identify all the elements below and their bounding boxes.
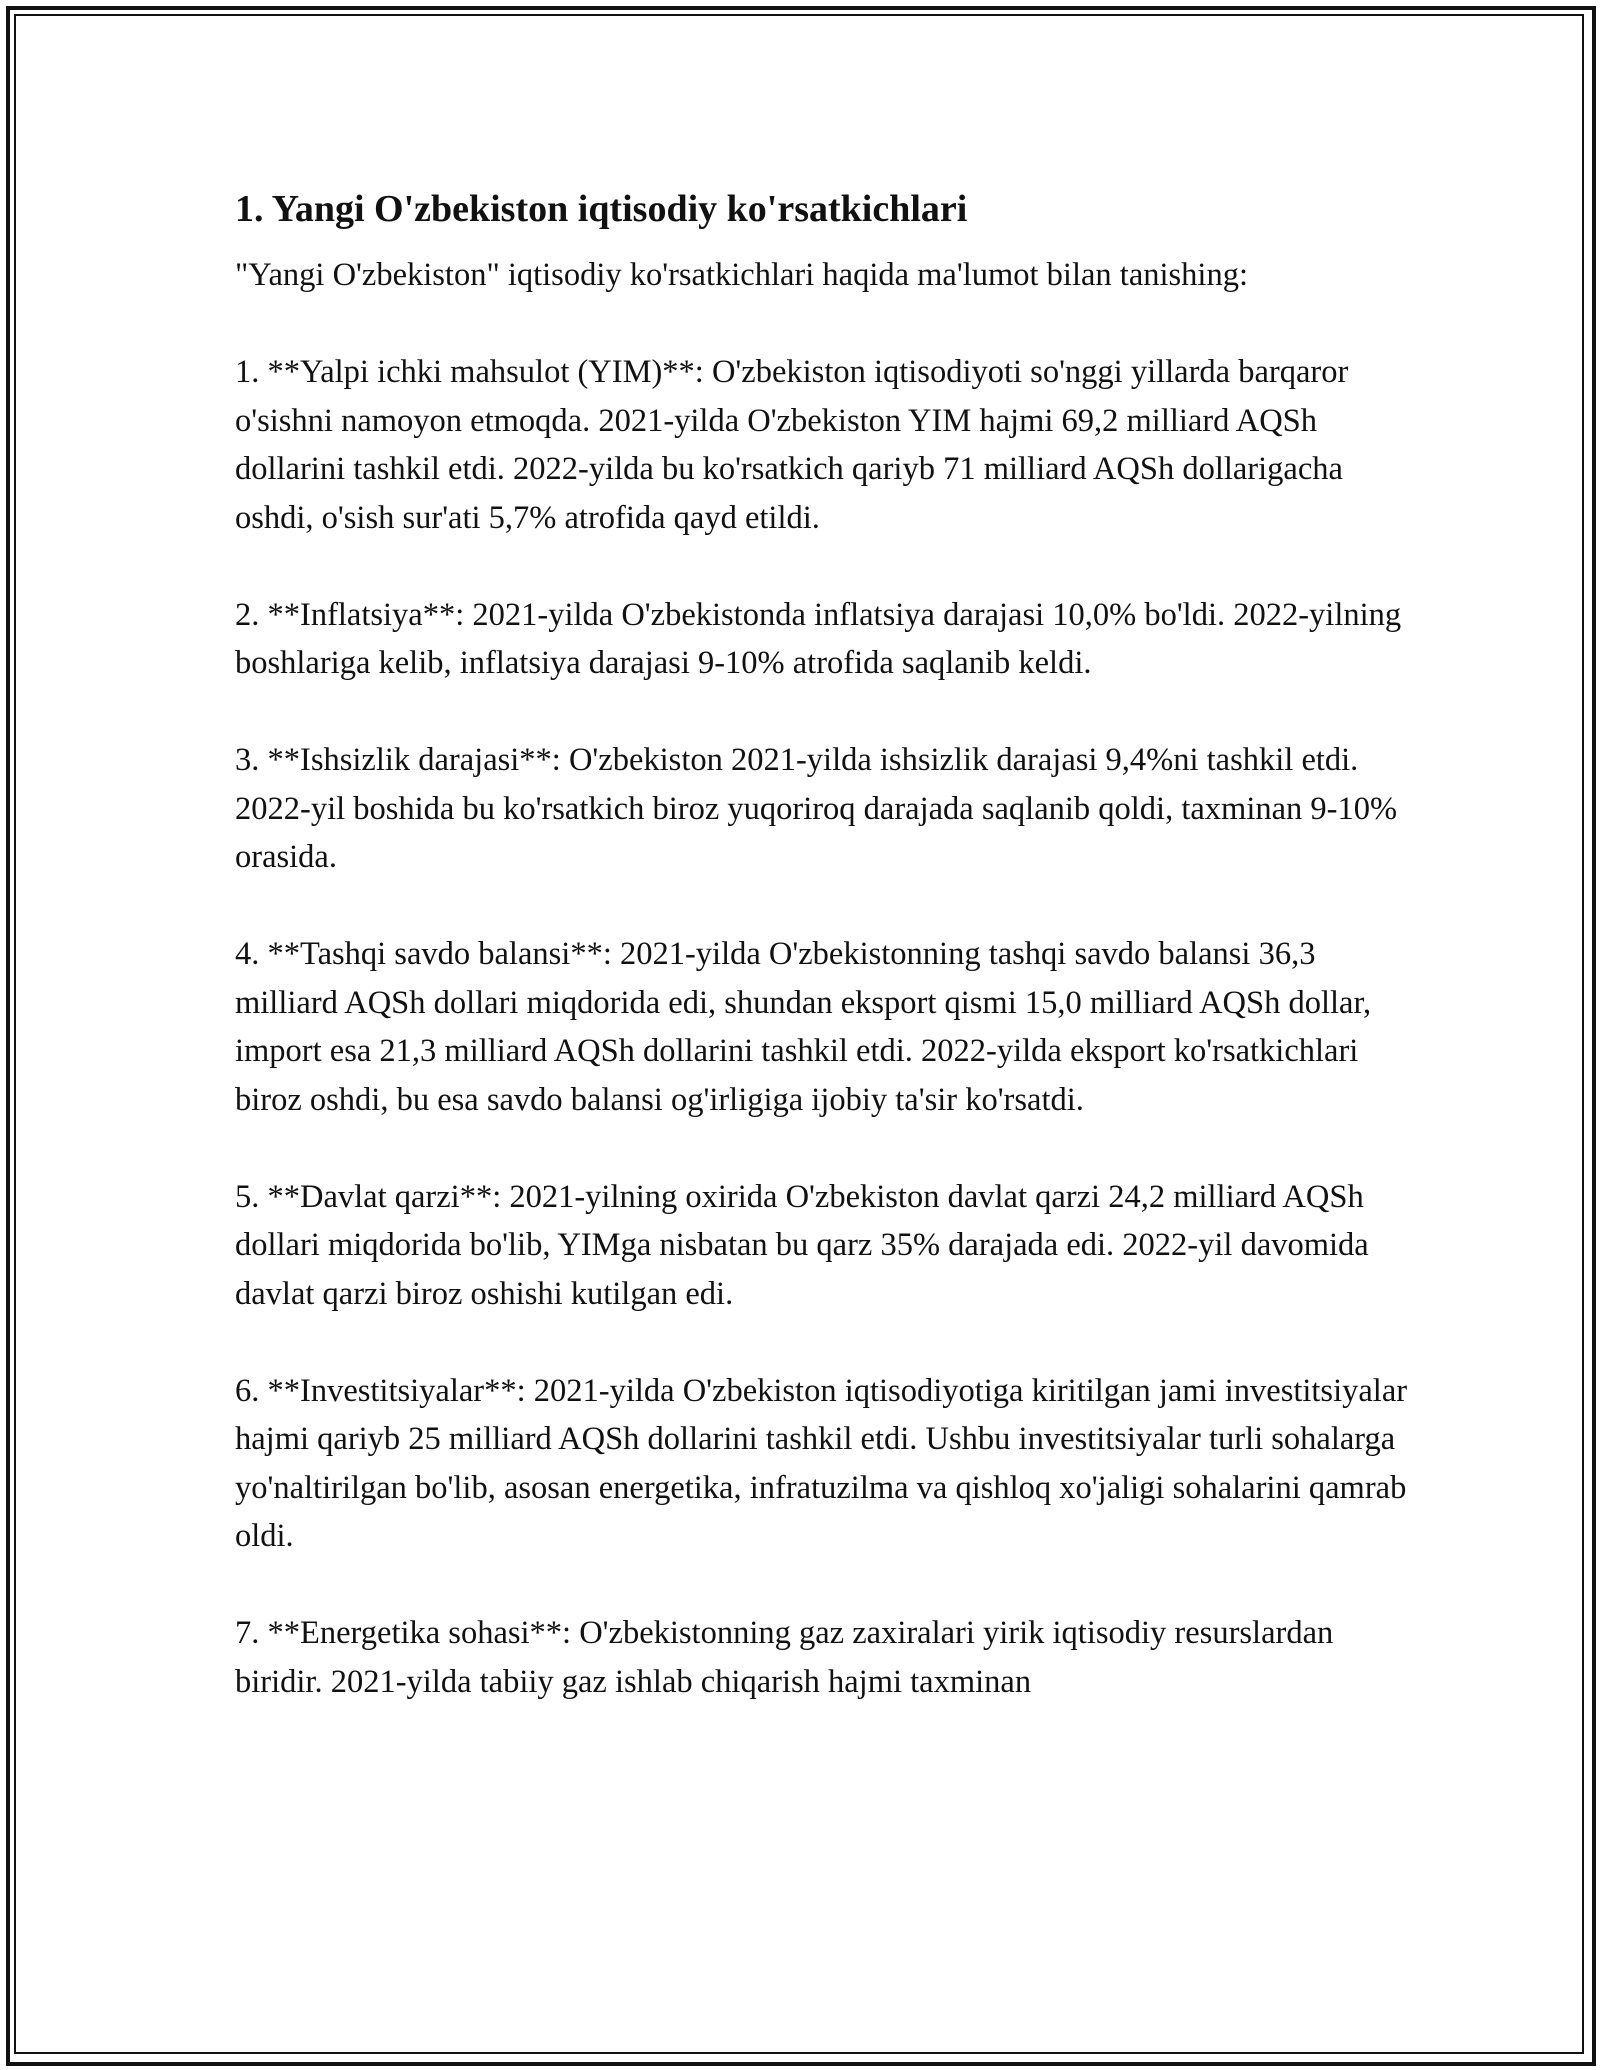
item-inflation: 2. **Inflatsiya**: 2021-yilda O'zbekistonda inflatsiya darajasi 10,0% bo'ldi. 2022-yilning boshlariga kelib, inflatsiya darajasi 9-10% atrofida saqlanib keldi. <box>235 596 1402 681</box>
item-trade-balance: 4. **Tashqi savdo balansi**: 2021-yilda O'zbekistonning tashqi savdo balansi 36,3 milliard AQSh dollari miqdorida edi, shundan eksport qismi 15,0 milliard AQSh dollar, import esa 21,3 milliard AQSh dollarini tashkil etdi. 2022-yilda eksport ko'rsatkichlari biroz oshdi, bu esa savdo balansi og'irligiga ijobiy ta'sir ko'rsatdi. <box>235 936 1372 1118</box>
document-title: 1. Yangi O'zbekiston iqtisodiy ko'rsatkichlari <box>235 188 968 230</box>
item-energy: 7. **Energetika sohasi**: O'zbekistonning gaz zaxiralari yirik iqtisodiy resurslardan biridir. 2021-yilda tabiiy gaz ishlab chiqarish hajmi taxminan <box>235 1615 1334 1700</box>
item-investments: 6. **Investitsiyalar**: 2021-yilda O'zbekiston iqtisodiyotiga kiritilgan jami investitsiyalar hajmi qariyb 25 milliard AQSh dollarini tashkil etdi. Ushbu investitsiyalar turli sohalarga yo'naltirilgan bo'lib, asosan energetika, infratuzilma va qishloq xo'jaligi sohalarini qamrab oldi. <box>235 1372 1408 1554</box>
item-unemployment: 3. **Ishsizlik darajasi**: O'zbekiston 2021-yilda ishsizlik darajasi 9,4%ni tashkil etdi. 2022-yil boshida bu ko'rsatkich biroz yuqoriroq darajada saqlanib qoldi, taxminan 9-10% orasida. <box>235 742 1398 875</box>
intro-paragraph: "Yangi O'zbekiston" iqtisodiy ko'rsatkichlari haqida ma'lumot bilan tanishing: <box>235 257 1248 293</box>
item-gdp: 1. **Yalpi ichki mahsulot (YIM)**: O'zbekiston iqtisodiyoti so'nggi yillarda barqaror o'sishni namoyon etmoqda. 2021-yilda O'zbekiston YIM hajmi 69,2 milliard AQSh dollarini tashkil etdi. 2022-yilda bu ko'rsatkich qariyb 71 milliard AQSh dollarigacha oshdi, o'sish sur'ati 5,7% atrofida qayd etildi. <box>235 354 1349 536</box>
document-body <box>235 185 1415 1755</box>
item-public-debt: 5. **Davlat qarzi**: 2021-yilning oxirida O'zbekiston davlat qarzi 24,2 milliard AQSh dollari miqdorida bo'lib, YIMga nisbatan bu qarz 35% darajada edi. 2022-yil davomida davlat qarzi biroz oshishi kutilgan edi. <box>235 1178 1369 1312</box>
